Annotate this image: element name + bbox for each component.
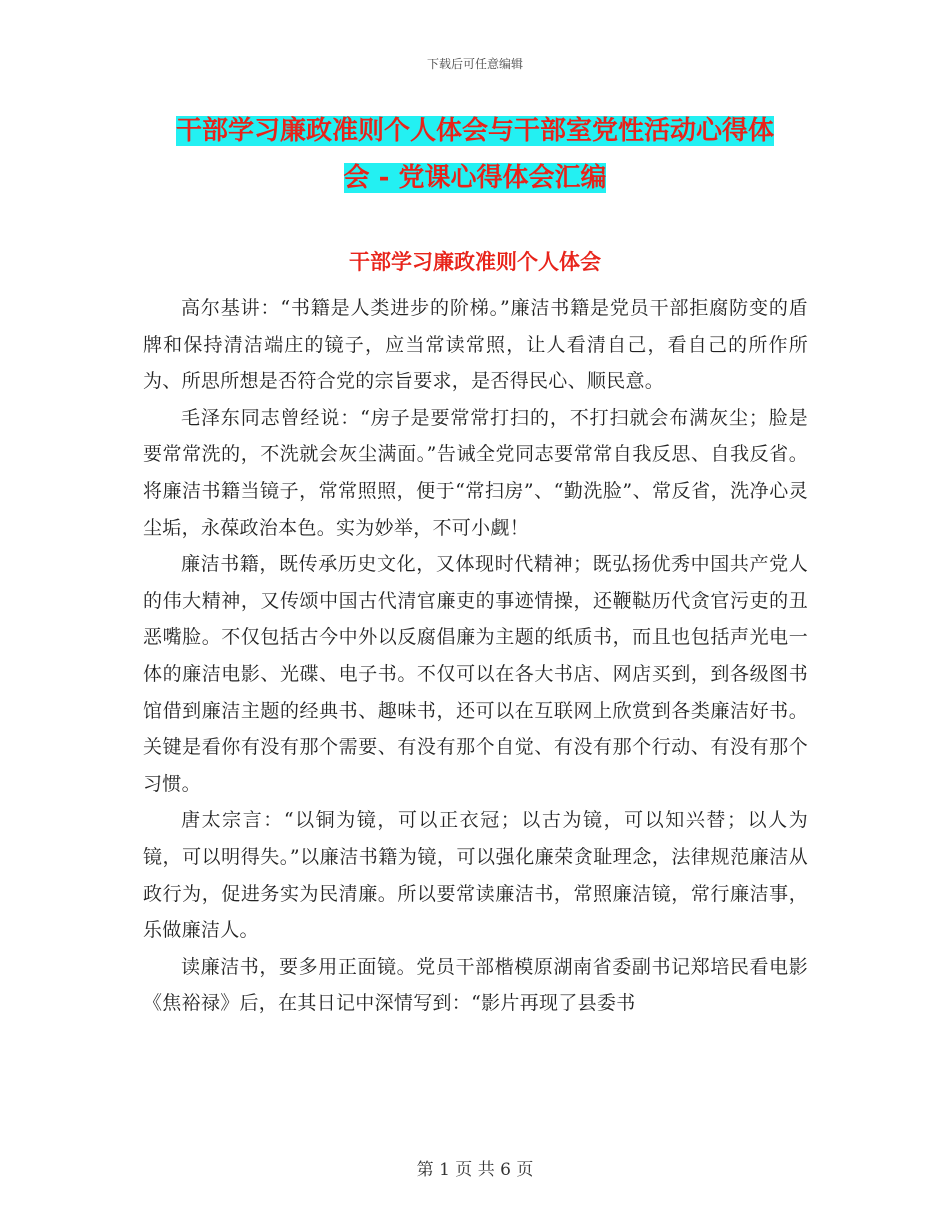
document-body xyxy=(143,290,808,1022)
section-title: 干部学习廉政准则个人体会 xyxy=(349,250,601,274)
document-title-line-2: 会 - 党课心得体会汇编 xyxy=(343,163,607,193)
document-title xyxy=(140,108,810,202)
paragraph: 唐太宗言：“以铜为镜，可以正衣冠；以古为镜，可以知兴替；以人为镜，可以明得失。”以廉洁书籍为镜，可以强化廉荣贪耻理念，法律规范廉洁从政行为，促进务实为民清廉。所以要常读廉洁书，常照廉洁镜，常行廉洁事，乐做廉洁人。 xyxy=(143,809,808,942)
document-title-line-1: 干部学习廉政准则个人体会与干部室党性活动心得体 xyxy=(175,116,774,146)
paragraph: 毛泽东同志曾经说：“房子是要常常打扫的，不打扫就会布满灰尘；脸是要常常洗的，不洗就会灰尘满面。”告诫全党同志要常常自我反思、自我反省。将廉洁书籍当镜子，常常照照，便于“常扫房”、“勤洗脸”、常反省，洗净心灵尘垢，永葆政治本色。实为妙举，不可小觑！ xyxy=(143,406,808,539)
page-header-note: 下载后可任意编辑 xyxy=(426,57,523,71)
paragraph: 读廉洁书，要多用正面镜。党员干部楷模原湖南省委副书记郑培民看电影《焦裕禄》后，在其日记中深情写到：“影片再现了县委书 xyxy=(143,955,808,1015)
paragraph: 廉洁书籍，既传承历史文化，又体现时代精神；既弘扬优秀中国共产党人的伟大精神，又传颂中国古代清官廉吏的事迹情操，还鞭鞑历代贪官污吏的丑恶嘴脸。不仅包括古今中外以反腐倡廉为主题的纸质书，而且也包括声光电一体的廉洁电影、光碟、电子书。不仅可以在各大书店、网店买到，到各级图书馆借到廉洁主题的经典书、趣味书，还可以在互联网上欣赏到各类廉洁好书。关键是看你有没有那个需要、有没有那个自觉、有没有那个行动、有没有那个习惯。 xyxy=(143,553,808,795)
paragraph: 高尔基讲：“书籍是人类进步的阶梯。”廉洁书籍是党员干部拒腐防变的盾牌和保持清洁端庄的镜子，应当常读常照，让人看清自己，看自己的所作所为、所思所想是否符合党的宗旨要求，是否得民心、顺民意。 xyxy=(143,297,808,393)
page-number-footer: 第 1 页 共 6 页 xyxy=(416,1160,534,1180)
